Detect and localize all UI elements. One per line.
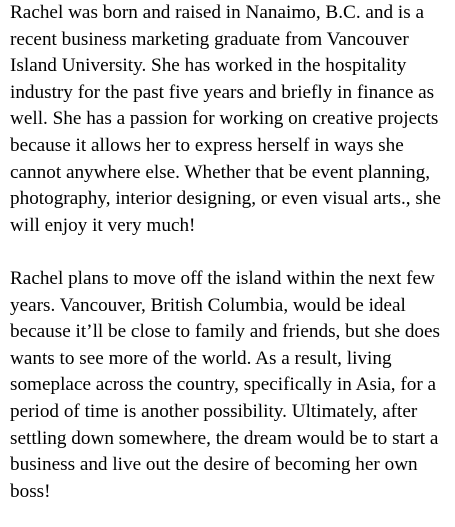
text-line: Rachel was born and raised in Nanaimo, B.C. and is a: [10, 2, 425, 23]
bio-paragraph-plans: [10, 266, 455, 505]
text-line: will enjoy it very much!: [10, 214, 196, 236]
text-line: because it’ll be close to family and friends, but she does: [10, 321, 440, 343]
text-line: because it allows her to express herself in ways she: [10, 134, 404, 156]
text-line: industry for the past five years and briefly in finance as: [10, 81, 435, 103]
text-line: business and live out the desire of becoming her own: [10, 454, 418, 476]
text-line: wants to see more of the world. As a result, living: [10, 347, 392, 369]
text-line: someplace across the country, specifically in Asia, for a: [10, 374, 437, 396]
text-line: period of time is another possibility. Ultimately, after: [10, 400, 418, 422]
text-line: recent business marketing graduate from Vancouver: [10, 28, 409, 50]
text-line: cannot anywhere else. Whether that be event planning,: [10, 161, 431, 183]
text-line: Island University. She has worked in the hospitality: [10, 55, 407, 77]
text-line: settling down somewhere, the dream would be to start a: [10, 427, 439, 449]
text-line: years. Vancouver, British Columbia, would be ideal: [10, 294, 406, 316]
text-line: Rachel plans to move off the island within the next few: [10, 267, 435, 289]
bio-paragraph-background: [10, 0, 455, 239]
text-line: photography, interior designing, or even visual arts., she: [10, 188, 441, 210]
text-line: boss!: [10, 480, 51, 502]
text-line: well. She has a passion for working on creative projects: [10, 108, 439, 130]
